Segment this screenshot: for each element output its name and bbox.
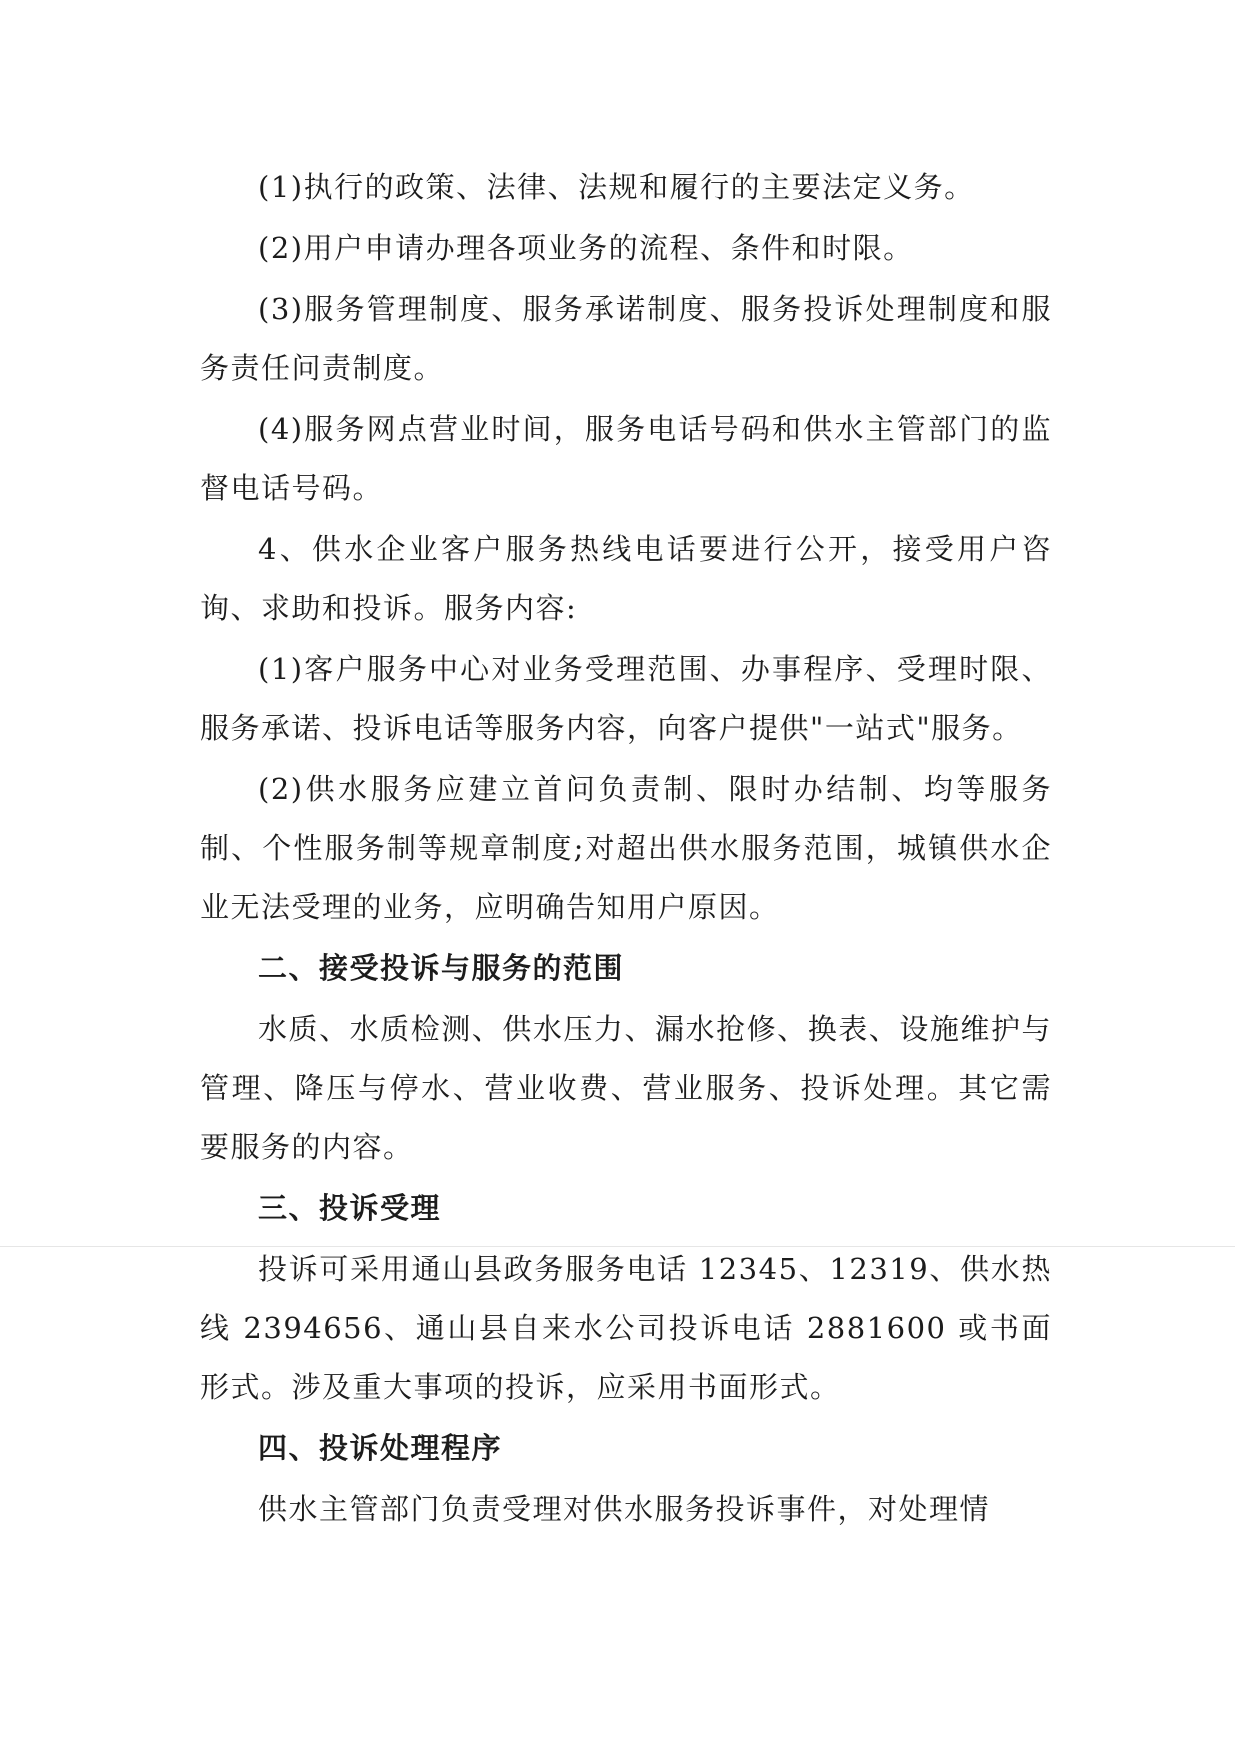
- paragraph-item-1: (1)执行的政策、法律、法规和履行的主要法定义务。: [258, 170, 975, 204]
- paragraph-item-4: (4)服务网点营业时间，服务电话号码和供水主管部门的监督电话号码。: [200, 412, 1052, 505]
- paragraph-hotline-item-1: (1)客户服务中心对业务受理范围、办事程序、受理时限、服务承诺、投诉电话等服务内容，向客户提供"一站式"服务。: [200, 652, 1052, 745]
- section-heading-acceptance: 三、投诉受理: [258, 1191, 442, 1225]
- paragraph-hotline: 4、供水企业客户服务热线电话要进行公开，接受用户咨询、求助和投诉。服务内容:: [200, 532, 1052, 625]
- paragraph-acceptance: 投诉可采用通山县政务服务电话 12345、12319、供水热线 2394656、通山县自来水公司投诉电话 2881600 或书面形式。涉及重大事项的投诉，应采用书面形式。: [200, 1252, 1052, 1404]
- paragraph-scope: 水质、水质检测、供水压力、漏水抢修、换表、设施维护与管理、降压与停水、营业收费、营业服务、投诉处理。其它需要服务的内容。: [200, 1012, 1052, 1164]
- paragraph-item-2: (2)用户申请办理各项业务的流程、条件和时限。: [258, 231, 914, 265]
- document-body: [200, 158, 1052, 1541]
- section-heading-procedure: 四、投诉处理程序: [258, 1431, 503, 1465]
- paragraph-item-3: (3)服务管理制度、服务承诺制度、服务投诉处理制度和服务责任问责制度。: [200, 292, 1052, 385]
- section-heading-scope: 二、接受投诉与服务的范围: [258, 951, 625, 985]
- paragraph-procedure: 供水主管部门负责受理对供水服务投诉事件，对处理情: [258, 1492, 991, 1526]
- paragraph-hotline-item-2: (2)供水服务应建立首问负责制、限时办结制、均等服务制、个性服务制等规章制度;对超出供水服务范围，城镇供水企业无法受理的业务，应明确告知用户原因。: [200, 772, 1052, 924]
